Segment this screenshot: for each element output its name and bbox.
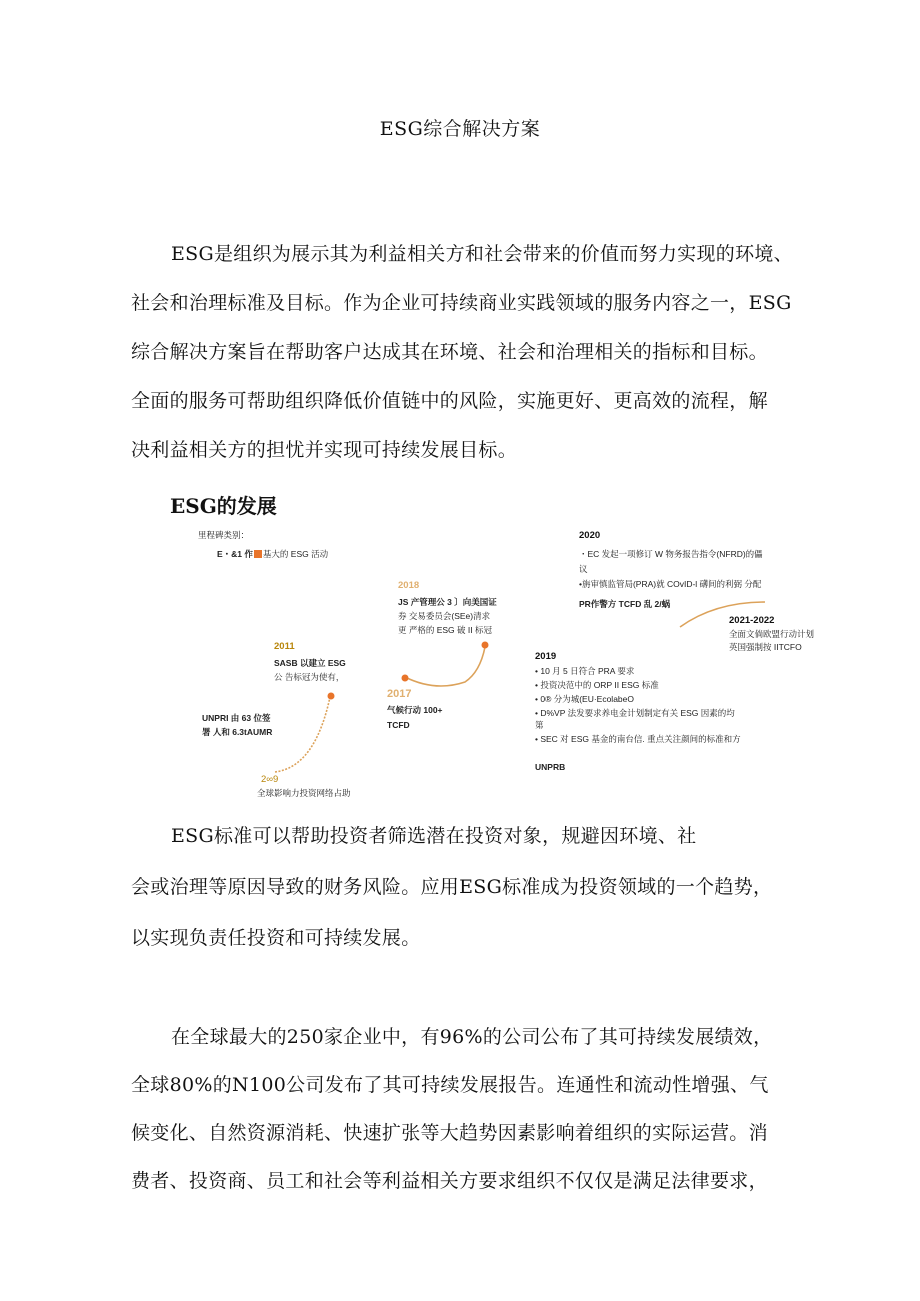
unpri-line-2: 署 人和 6.3tAUMR (202, 727, 273, 737)
y2021-line-2: 英国强制按 IITCFO (729, 642, 802, 652)
para3-line: 在全球最大的250家企业中，有96%的公司公布了其可持续发展绩效， (171, 1026, 773, 1048)
legend-suffix: 基大的 ESG 活动 (262, 549, 329, 559)
year-2019: 2019 (535, 651, 557, 662)
para3-line: 费者、投资商、员工和社会等利益相关方要求组织不仅仅是满足法律要求， (131, 1170, 768, 1192)
para2-line: ESG标准可以帮助投资者筛选潜在投资对象，规避因环境、社 (171, 825, 697, 847)
y2020-line-4: PR作警方 TCFD 乱 2/蜗 (579, 599, 671, 609)
y2020-line-1: ・EC 发起一项修订 W 物务报告指令(NFRD)的儡 (579, 549, 763, 559)
year-2021-2022: 2021-2022 (729, 615, 775, 626)
intro-line: 社会和治理标准及目标。作为企业可持续商业实践领域的服务内容之一，ESG (131, 292, 792, 314)
year-2020: 2020 (579, 530, 601, 541)
unprb-label: UNPRB (535, 762, 566, 772)
legend-entry (217, 547, 328, 561)
unpri-line-1: UNPRI 由 63 位签 (202, 713, 271, 723)
year-2009: 2∞9 (261, 774, 279, 785)
intro-line: 综合解决方案旨在帮助客户达成其在环境、社会和治理相关的指标和目标。 (131, 341, 768, 363)
y2019-item: • D%VP 法发要求养电金计划制定有关 ESG 因素的均 (535, 708, 735, 718)
y2019-item: 第 (535, 720, 544, 730)
tcfd-line-2: TCFD (387, 720, 410, 730)
tcfd-line-1: 气候行动 100+ (387, 705, 443, 715)
legend-square-icon (254, 550, 262, 558)
year-2017: 2017 (387, 688, 412, 700)
intro-line: 决利益相关方的担忧并实现可持续发展目标。 (131, 439, 518, 461)
y2018-line-1: JS 产管理公 3 〕向美国证 (398, 597, 497, 607)
y2019-item: • 10 月 5 日符合 PRA 要求 (535, 666, 635, 676)
year-2011: 2011 (274, 641, 295, 652)
milestone-dot-2017 (402, 675, 409, 682)
y2020-line-3: •旃审慎监管局(PRA)就 COvID-l 礴间的利弼 分配 (579, 579, 762, 589)
y2018-line-3: 更 严格的 ESG 破 II 标冠 (398, 625, 492, 635)
section-heading: ESG的发展 (170, 494, 277, 518)
milestone-dot-2018 (482, 642, 489, 649)
milestone-2009-text: 全球影响力投资网络占助 (257, 788, 351, 798)
y2019-item: • 0® 分为城(EU·EcolabeO (535, 694, 634, 704)
para3-line: 全球80%的N100公司发布了其可持续发展报告。连通性和流动性增强、气 (131, 1074, 769, 1096)
para3-line: 候变化、自然资源消耗、快速扩张等大趋势因素影响着组织的实际运营。消 (131, 1122, 768, 1144)
y2019-item: • SEC 对 ESG 基金的南台信. 重点关注颜间的标准和方 (535, 734, 741, 744)
esg-timeline-figure (195, 522, 835, 807)
intro-line: ESG是组织为展示其为利益相关方和社会带来的价值而努力实现的环境、 (171, 243, 793, 265)
sasb-line-1: SASB 以建立 ESG (274, 658, 346, 668)
curve-2009-2011 (275, 697, 330, 772)
curve-2017-2018 (405, 647, 485, 686)
y2018-line-2: 券 交易委员会(SEe)清求 (398, 611, 491, 621)
legend-prefix: E・&1 作 (217, 549, 253, 559)
y2019-item: • 投资决范中的 ORP II ESG 标准 (535, 680, 659, 690)
para2-line: 会或治理等原因导致的财务风险。应用ESG标准成为投资领域的一个趋势， (131, 876, 773, 898)
intro-line: 全面的服务可帮助组织降低价值链中的风险，实施更好、更高效的流程，解 (131, 390, 768, 412)
legend-title: 里程碑类别： (198, 530, 250, 540)
milestone-dot-2011 (328, 693, 335, 700)
y2021-line-1: 全面文倘欧盟行动计划 (729, 629, 815, 639)
para2-line: 以实现负责任投资和可持续发展。 (131, 927, 421, 949)
y2020-line-2: 议 (579, 564, 588, 574)
year-2018: 2018 (398, 580, 420, 591)
document-title: ESG综合解决方案 (379, 118, 541, 140)
sasb-line-2: 公 告标冠为使有， (274, 672, 345, 682)
